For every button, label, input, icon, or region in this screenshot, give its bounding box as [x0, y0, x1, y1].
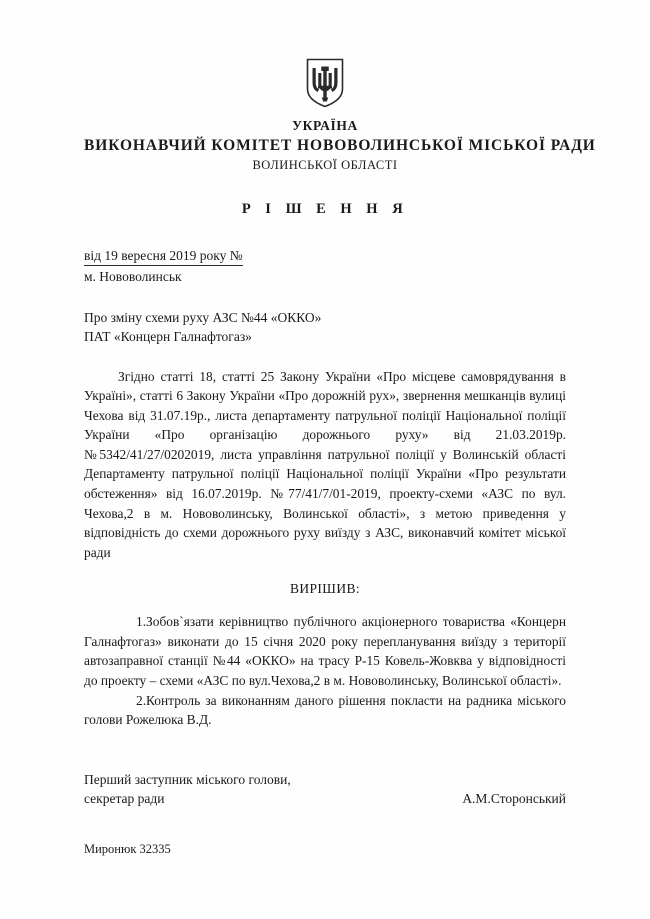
subject-line-1: Про зміну схеми руху АЗС №44 «ОККО»	[84, 310, 322, 326]
document-header	[84, 118, 596, 173]
resolved-label: ВИРІШИВ:	[289, 581, 361, 597]
document-body	[84, 367, 566, 563]
committee-name: ВИКОНАВЧИЙ КОМІТЕТ НОВОВОЛИНСЬКОЇ МІСЬКОЇ РАДИ	[84, 136, 596, 154]
body-paragraph: Згідно статті 18, статті 25 Закону України «Про місцеве самоврядування в Україні», статті 6 Закону України «Про дорожній рух», звернення мешканців вулиці Чехова від 31.07.19р., листа департаменту патрульної поліції Національної поліції України «Про організацію дорожнього руху» від 21.03.2019р. №5342/41/27/0202019, листа управління патрульної поліції у Волинській області Департаменту патрульної поліції Національної поліції України «Про результати обстеження» від 16.07.2019р. №77/41/7/01-2019, проекту-схеми «АЗС по вул. Чехова,2 в м. Нововолинську, Волинської області», з метою приведення у відповідність до схеми дорожнього руху виїзду з АЗС, виконавчий комітет міської ради	[84, 368, 566, 560]
item-number-2: 2.	[136, 692, 147, 708]
signatory-title-line-1: Перший заступник міського голови,	[84, 771, 291, 787]
decree-item-2	[84, 691, 566, 730]
item-number-1: 1.	[136, 614, 147, 630]
signatory-title-line-2: секретар ради	[84, 790, 165, 806]
emblem-container	[84, 0, 566, 108]
signatory-name: А.М.Сторонський	[462, 790, 566, 806]
city-name: м. Нововолинськ	[84, 269, 182, 285]
item-text-1: Зобов`язати керівництво публічного акціонерного товариства «Концерн Галнафтогаз» виконати до 15 січня 2020 року перепланування виїзду з території автозаправної станції №44 «ОККО» на трасу Р-15 Ковель-Жовква у відповідності до проекту – схеми «АЗС по вул.Чехова,2 в м. Нововолинську, Волинської області».	[84, 614, 566, 688]
item-text-2: Контроль за виконанням даного рішення покласти на радника міського голови Рожелюка В.Д.	[84, 692, 566, 728]
document-meta	[84, 246, 566, 286]
country-name: УКРАЇНА	[292, 118, 358, 133]
signature-block	[84, 770, 566, 808]
decree-item-1	[84, 612, 566, 690]
decree-items	[84, 612, 566, 729]
ukraine-trident-coat-of-arms-icon	[306, 58, 344, 108]
oblast-name: ВОЛИНСЬКОЇ ОБЛАСТІ	[252, 158, 398, 173]
decree-title: Р І Ш Е Н Н Я	[241, 201, 409, 218]
decree-date-line: від 19 вересня 2019 року №	[84, 246, 243, 266]
document-subject	[84, 308, 566, 346]
typist-reference: Миронюк 32335	[84, 841, 171, 856]
subject-line-2: ПАТ «Концерн Галнафтогаз»	[84, 329, 252, 345]
